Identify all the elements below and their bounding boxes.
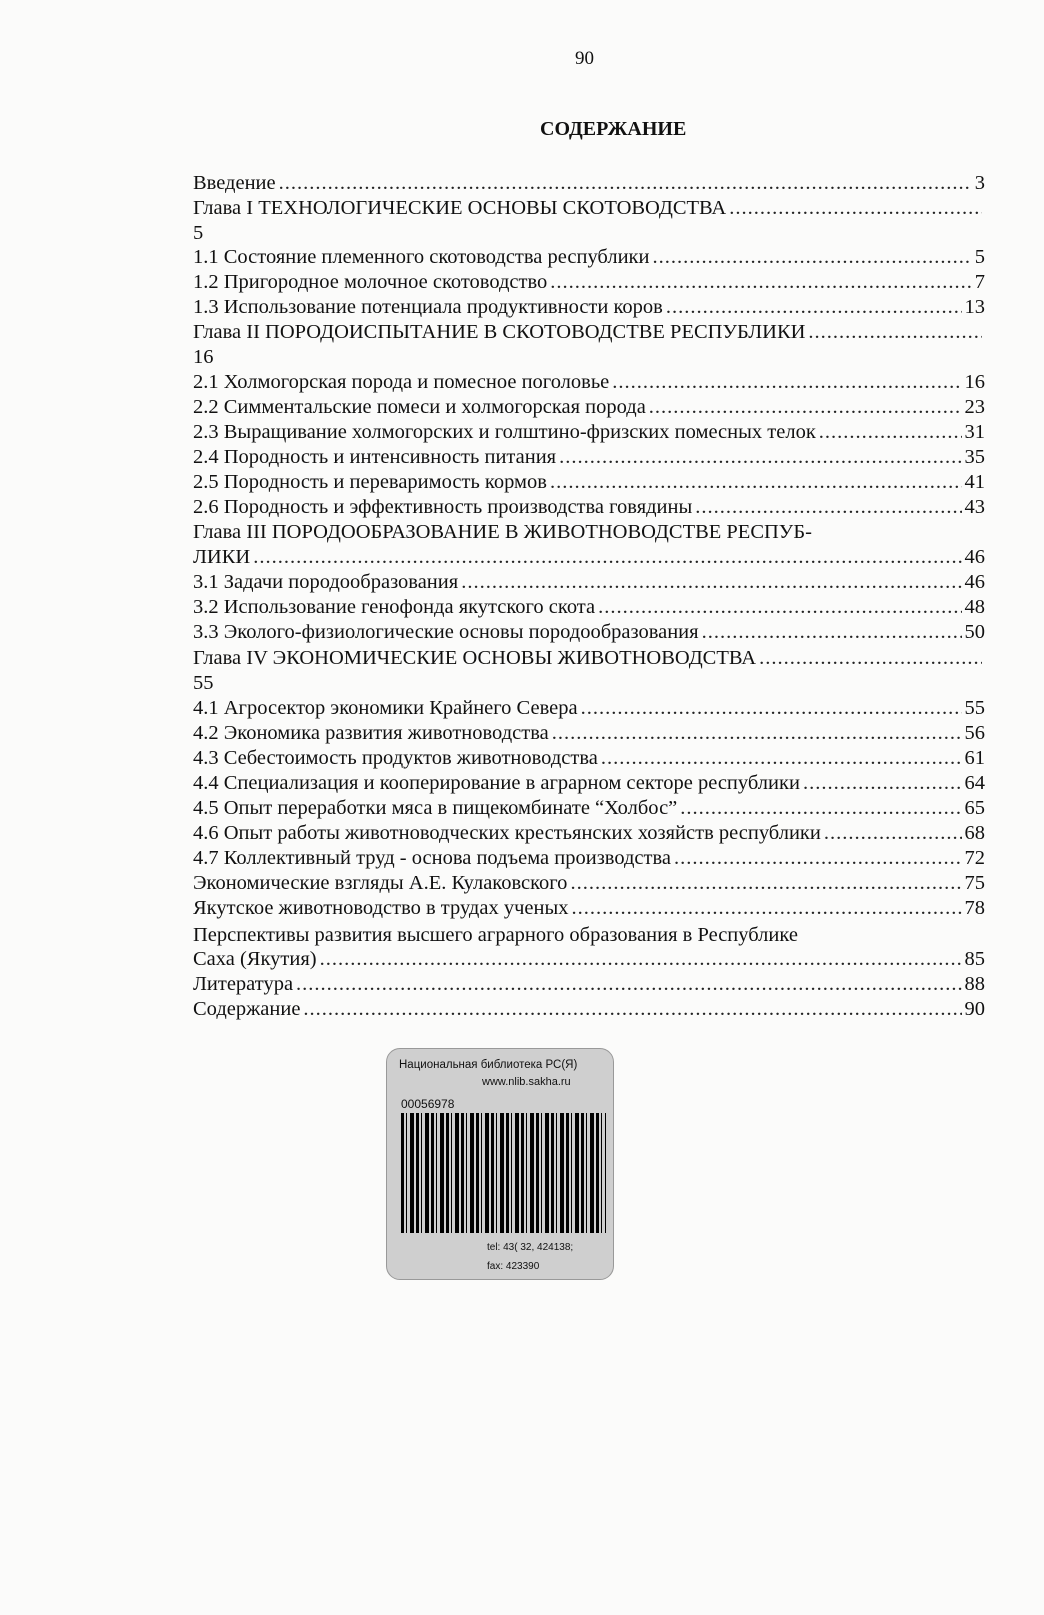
library-barcode-sticker	[386, 1048, 614, 1280]
toc-entry-title: 2.6 Породность и эффективность производства говядины	[193, 496, 693, 518]
dot-leader	[612, 371, 961, 394]
toc-entry-page: 61	[964, 747, 985, 769]
dot-leader	[601, 747, 962, 770]
library-url: www.nlib.sakha.ru	[482, 1076, 571, 1088]
dot-leader	[674, 847, 962, 870]
toc-entry-page: 3	[974, 172, 985, 194]
toc-entry-title: Саха (Якутия)	[193, 948, 317, 970]
toc-entry-page: 7	[974, 271, 985, 293]
toc-entry-title: Перспективы развития высшего аграрного образования в Республике	[193, 924, 798, 946]
toc-entry	[193, 421, 985, 446]
toc-entry-page: 56	[964, 722, 985, 744]
toc-entry-page: 65	[964, 797, 985, 819]
dot-leader	[559, 446, 961, 469]
toc-entry	[193, 271, 985, 296]
toc-entry-title: ЛИКИ	[193, 546, 251, 568]
toc-entry	[193, 246, 985, 271]
toc-entry-page: 55	[964, 697, 985, 719]
toc-entry-title: 3.3 Эколого-физиологические основы породообразования	[193, 621, 699, 643]
dot-leader	[702, 621, 962, 644]
toc-entry-page: 13	[964, 296, 985, 318]
page-title: СОДЕРЖАНИЕ	[540, 118, 687, 140]
toc-entry	[193, 222, 985, 247]
toc-entry	[193, 521, 985, 546]
toc-entry-title: 2.1 Холмогорская порода и помесное поголовье	[193, 371, 610, 393]
toc-entry-page: 23	[964, 396, 985, 418]
dot-leader	[303, 998, 961, 1021]
toc-entry	[193, 872, 985, 897]
toc-entry-title: Глава IV ЭКОНОМИЧЕСКИЕ ОСНОВЫ ЖИВОТНОВОДСТВА	[193, 647, 757, 669]
dot-leader	[695, 496, 961, 519]
dot-leader	[572, 897, 962, 920]
toc-entry-title: 3.1 Задачи породообразования	[193, 571, 459, 593]
toc-entry	[193, 647, 985, 672]
toc-entry-title: 2.3 Выращивание холмогорских и голштино-фризских помесных телок	[193, 421, 816, 443]
toc-entry-title: 4.3 Себестоимость продуктов животноводства	[193, 747, 598, 769]
toc-entry-title: 1.2 Пригородное молочное скотоводство	[193, 271, 548, 293]
dot-leader	[461, 571, 961, 594]
dot-leader	[253, 546, 961, 569]
dot-leader	[598, 596, 961, 619]
toc-entry-title: 4.2 Экономика развития животноводства	[193, 722, 549, 744]
dot-leader	[652, 246, 971, 269]
toc-entry	[193, 822, 985, 847]
toc-entry-title: 2.4 Породность и интенсивность питания	[193, 446, 557, 468]
library-name: Национальная библиотека РС(Я)	[399, 1059, 578, 1071]
toc-entry-title: 2.2 Симментальские помеси и холмогорская порода	[193, 396, 646, 418]
dot-leader	[279, 172, 972, 195]
toc-entry-title: 1.3 Использование потенциала продуктивности коров	[193, 296, 663, 318]
toc-entry-page: 46	[964, 546, 985, 568]
toc-entry	[193, 924, 985, 949]
toc-entry-title: Глава III ПОРОДООБРАЗОВАНИЕ В ЖИВОТНОВОДСТВЕ РЕСПУБ-	[193, 521, 812, 543]
toc-entry	[193, 296, 985, 321]
toc-entry-title: 2.5 Породность и переваримость кормов	[193, 471, 547, 493]
toc-entry	[193, 672, 985, 697]
barcode	[401, 1113, 606, 1233]
toc-entry-title: 4.7 Коллективный труд - основа подъема производства	[193, 847, 671, 869]
page-number: 90	[575, 48, 594, 69]
dot-leader	[649, 396, 962, 419]
toc-entry	[193, 197, 985, 222]
toc-entry-page: 78	[964, 897, 985, 919]
toc-entry	[193, 546, 985, 571]
dot-leader	[550, 471, 962, 494]
toc-entry-title: 4.5 Опыт переработки мяса в пищекомбинате “Холбос”	[193, 797, 678, 819]
toc-entry	[193, 697, 985, 722]
dot-leader	[803, 772, 962, 795]
toc-entry-page: 68	[964, 822, 985, 844]
dot-leader	[552, 722, 962, 745]
toc-entry	[193, 948, 985, 973]
dot-leader	[666, 296, 962, 319]
toc-entry	[193, 747, 985, 772]
toc-entry-page: 31	[964, 421, 985, 443]
dot-leader	[680, 797, 961, 820]
dot-leader	[570, 872, 961, 895]
dot-leader	[824, 822, 962, 845]
toc-entry	[193, 571, 985, 596]
toc-entry-page: 88	[964, 973, 985, 995]
toc-entry-title: 5	[193, 222, 204, 244]
dot-leader	[729, 197, 982, 220]
library-tel: tel: 43( 32, 424138;	[487, 1242, 574, 1253]
toc-entry-page: 43	[964, 496, 985, 518]
toc-entry-page: 72	[964, 847, 985, 869]
toc-entry-title: Экономические взгляды А.Е. Кулаковского	[193, 872, 568, 894]
toc-entry-page: 48	[964, 596, 985, 618]
toc-entry-title: 4.6 Опыт работы животноводческих крестьянских хозяйств республики	[193, 822, 821, 844]
toc-entry-title: 4.4 Специализация и кооперирование в аграрном секторе республики	[193, 772, 800, 794]
toc-entry-title: Якутское животноводство в трудах ученых	[193, 897, 569, 919]
dot-leader	[819, 421, 962, 444]
library-fax: fax: 423390	[487, 1261, 540, 1272]
toc-entry-page: 90	[964, 998, 985, 1020]
toc-entry-title: Глава II ПОРОДОИСПЫТАНИЕ В СКОТОВОДСТВЕ РЕСПУБЛИКИ	[193, 321, 806, 343]
dot-leader	[296, 973, 961, 996]
toc-entry	[193, 973, 985, 998]
toc-entry-title: Содержание	[193, 998, 301, 1020]
toc-entry	[193, 722, 985, 747]
toc-entry	[193, 496, 985, 521]
toc-entry-page: 85	[964, 948, 985, 970]
toc-entry	[193, 471, 985, 496]
toc-entry	[193, 621, 985, 646]
toc-entry-title: Введение	[193, 172, 276, 194]
toc-entry	[193, 321, 985, 346]
toc-entry	[193, 172, 985, 197]
toc-entry-page: 46	[964, 571, 985, 593]
toc-entry	[193, 596, 985, 621]
dot-leader	[808, 321, 982, 344]
toc-entry-page: 35	[964, 446, 985, 468]
toc-entry	[193, 998, 985, 1023]
toc-entry-page: 50	[964, 621, 985, 643]
dot-leader	[581, 697, 962, 720]
toc-entry-page: 75	[964, 872, 985, 894]
toc-entry	[193, 897, 985, 922]
dot-leader	[759, 647, 982, 670]
barcode-number: 00056978	[401, 1097, 455, 1111]
toc-entry-title: 3.2 Использование генофонда якутского скота	[193, 596, 596, 618]
toc-entry-title: 1.1 Состояние племенного скотоводства республики	[193, 246, 650, 268]
dot-leader	[320, 948, 962, 971]
toc-entry	[193, 371, 985, 396]
toc-entry	[193, 446, 985, 471]
toc-entry-title: 4.1 Агросектор экономики Крайнего Севера	[193, 697, 578, 719]
toc-entry	[193, 772, 985, 797]
toc-entry-page: 5	[974, 246, 985, 268]
toc-entry-page: 64	[964, 772, 985, 794]
toc-entry-page: 16	[964, 371, 985, 393]
toc-entry-title: Литература	[193, 973, 294, 995]
toc-entry	[193, 847, 985, 872]
toc-entry-title: 16	[193, 346, 214, 368]
dot-leader	[550, 271, 971, 294]
toc-entry	[193, 396, 985, 421]
toc-entry-title: Глава I ТЕХНОЛОГИЧЕСКИЕ ОСНОВЫ СКОТОВОДСТВА	[193, 197, 727, 219]
toc-entry-page: 41	[964, 471, 985, 493]
toc-entry-title: 55	[193, 672, 214, 694]
toc-entry	[193, 346, 985, 371]
toc-entry	[193, 797, 985, 822]
